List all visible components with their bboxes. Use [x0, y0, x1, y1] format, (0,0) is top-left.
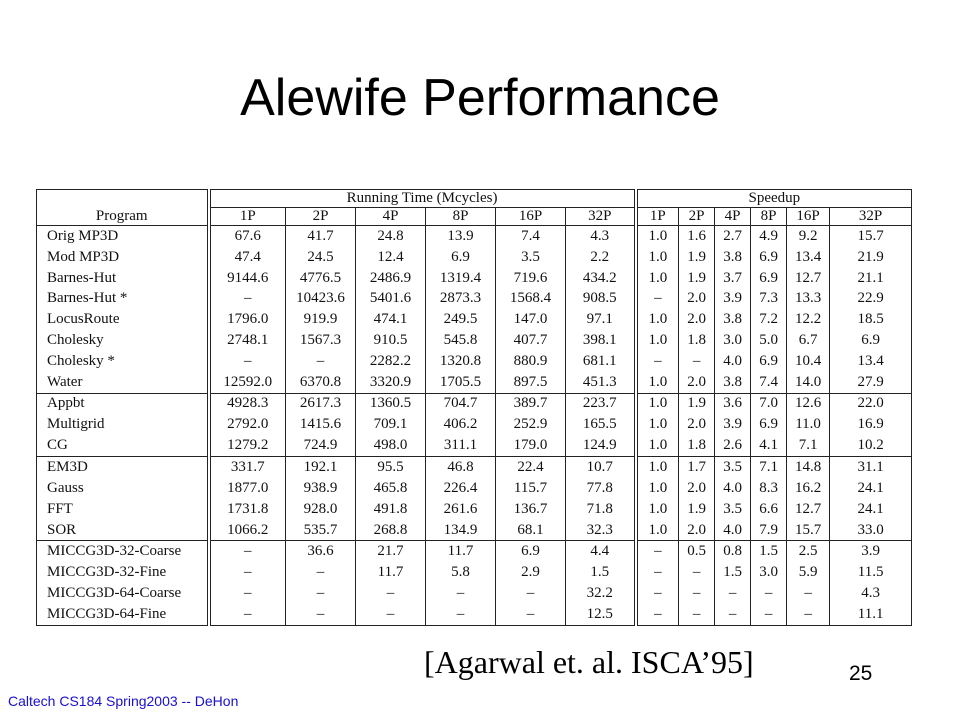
- running-time-cell: –: [209, 541, 286, 562]
- running-time-cell: 1731.8: [209, 499, 286, 520]
- running-time-cell: 165.5: [566, 414, 636, 435]
- speedup-cell: 16.9: [830, 414, 912, 435]
- speedup-cell: 10.4: [787, 351, 830, 372]
- running-time-cell: 919.9: [286, 309, 356, 330]
- running-time-cell: 498.0: [356, 435, 426, 456]
- program-name-cell: Cholesky: [37, 330, 209, 351]
- speedup-cell: 22.0: [830, 393, 912, 414]
- speedup-cell: 11.0: [787, 414, 830, 435]
- running-time-cell: 124.9: [566, 435, 636, 456]
- running-time-cell: 1796.0: [209, 309, 286, 330]
- speedup-cell: 1.0: [636, 457, 679, 478]
- running-time-cell: 434.2: [566, 268, 636, 289]
- running-time-cell: 24.8: [356, 226, 426, 247]
- running-time-cell: 2.9: [496, 562, 566, 583]
- running-time-cell: 10.7: [566, 457, 636, 478]
- performance-table: [36, 189, 912, 626]
- speedup-cell: 12.6: [787, 393, 830, 414]
- speedup-cell: 8.3: [751, 478, 787, 499]
- speedup-cell: 11.5: [830, 562, 912, 583]
- running-time-cell: 2748.1: [209, 330, 286, 351]
- running-time-cell: 268.8: [356, 520, 426, 541]
- speedup-col-4p: 4P: [715, 208, 751, 226]
- speedup-cell: 1.6: [679, 226, 715, 247]
- speedup-cell: 13.4: [787, 247, 830, 268]
- speedup-cell: 2.0: [679, 520, 715, 541]
- speedup-cell: 6.9: [751, 268, 787, 289]
- table-row: [37, 309, 912, 330]
- program-name-cell: FFT: [37, 499, 209, 520]
- speedup-cell: 12.2: [787, 309, 830, 330]
- speedup-cell: 3.9: [830, 541, 912, 562]
- speedup-cell: 1.0: [636, 372, 679, 393]
- speedup-cell: 27.9: [830, 372, 912, 393]
- running-time-cell: 6.9: [496, 541, 566, 562]
- speedup-cell: 3.8: [715, 372, 751, 393]
- speedup-cell: 1.9: [679, 268, 715, 289]
- running-time-cell: 1066.2: [209, 520, 286, 541]
- running-time-cell: 897.5: [496, 372, 566, 393]
- header-blank: [37, 190, 209, 208]
- speedup-col-32p: 32P: [830, 208, 912, 226]
- speedup-cell: 14.8: [787, 457, 830, 478]
- table-row: [37, 520, 912, 541]
- table-row: [37, 372, 912, 393]
- speedup-cell: 7.1: [787, 435, 830, 456]
- running-time-cell: –: [426, 583, 496, 604]
- running-time-cell: 1877.0: [209, 478, 286, 499]
- running-time-cell: 12.4: [356, 247, 426, 268]
- table-row: [37, 351, 912, 372]
- running-time-cell: 2792.0: [209, 414, 286, 435]
- running-time-cell: 249.5: [426, 309, 496, 330]
- running-time-cell: 12.5: [566, 604, 636, 626]
- speedup-cell: –: [679, 604, 715, 626]
- running-time-cell: 6.9: [426, 247, 496, 268]
- speedup-cell: 15.7: [787, 520, 830, 541]
- speedup-cell: 3.8: [715, 309, 751, 330]
- speedup-cell: 2.0: [679, 414, 715, 435]
- running-time-cell: 535.7: [286, 520, 356, 541]
- speedup-cell: 1.5: [751, 541, 787, 562]
- speedup-cell: 22.9: [830, 288, 912, 309]
- speedup-cell: 1.0: [636, 268, 679, 289]
- running-time-cell: 1.5: [566, 562, 636, 583]
- running-time-cell: 398.1: [566, 330, 636, 351]
- performance-table-container: [36, 189, 911, 626]
- running-time-cell: 47.4: [209, 247, 286, 268]
- speedup-cell: 3.9: [715, 414, 751, 435]
- running-time-cell: 1568.4: [496, 288, 566, 309]
- running-time-cell: 491.8: [356, 499, 426, 520]
- running-time-cell: –: [209, 583, 286, 604]
- speedup-cell: 2.7: [715, 226, 751, 247]
- table-row: [37, 583, 912, 604]
- running-time-cell: 41.7: [286, 226, 356, 247]
- table-row: [37, 604, 912, 626]
- table-row: [37, 393, 912, 414]
- speedup-cell: 1.0: [636, 499, 679, 520]
- program-name-cell: Mod MP3D: [37, 247, 209, 268]
- running-time-cell: 7.4: [496, 226, 566, 247]
- running-time-cell: 12592.0: [209, 372, 286, 393]
- time-col-1p: 1P: [209, 208, 286, 226]
- running-time-cell: 97.1: [566, 309, 636, 330]
- running-time-cell: 406.2: [426, 414, 496, 435]
- speedup-cell: 1.9: [679, 393, 715, 414]
- table-row: [37, 226, 912, 247]
- running-time-cell: 22.4: [496, 457, 566, 478]
- running-time-cell: 465.8: [356, 478, 426, 499]
- program-name-cell: LocusRoute: [37, 309, 209, 330]
- speedup-cell: 21.1: [830, 268, 912, 289]
- speedup-cell: 16.2: [787, 478, 830, 499]
- running-time-cell: 77.8: [566, 478, 636, 499]
- running-time-cell: 1567.3: [286, 330, 356, 351]
- running-time-cell: 1705.5: [426, 372, 496, 393]
- speedup-cell: 12.7: [787, 499, 830, 520]
- speedup-cell: 7.3: [751, 288, 787, 309]
- speedup-cell: 9.2: [787, 226, 830, 247]
- footer-credit: Caltech CS184 Spring2003 -- DeHon: [8, 693, 239, 709]
- speedup-cell: –: [636, 562, 679, 583]
- program-name-cell: MICCG3D-64-Fine: [37, 604, 209, 626]
- running-time-cell: 11.7: [426, 541, 496, 562]
- running-time-cell: 6370.8: [286, 372, 356, 393]
- running-time-cell: 331.7: [209, 457, 286, 478]
- table-row: [37, 435, 912, 456]
- speedup-cell: 1.0: [636, 226, 679, 247]
- running-time-cell: 709.1: [356, 414, 426, 435]
- speedup-col-1p: 1P: [636, 208, 679, 226]
- table-row: [37, 330, 912, 351]
- running-time-cell: 4776.5: [286, 268, 356, 289]
- running-time-cell: –: [209, 288, 286, 309]
- table-row: [37, 478, 912, 499]
- table-row: [37, 499, 912, 520]
- speedup-cell: 6.9: [751, 351, 787, 372]
- speedup-cell: 1.8: [679, 330, 715, 351]
- table-row: [37, 457, 912, 478]
- speedup-cell: 6.7: [787, 330, 830, 351]
- speedup-cell: 3.8: [715, 247, 751, 268]
- speedup-cell: 7.1: [751, 457, 787, 478]
- running-time-cell: 407.7: [496, 330, 566, 351]
- speedup-cell: 0.8: [715, 541, 751, 562]
- running-time-cell: 451.3: [566, 372, 636, 393]
- speedup-cell: 6.9: [751, 414, 787, 435]
- speedup-cell: 13.4: [830, 351, 912, 372]
- running-time-cell: 9144.6: [209, 268, 286, 289]
- speedup-cell: 1.0: [636, 414, 679, 435]
- running-time-cell: 4.3: [566, 226, 636, 247]
- speedup-cell: 18.5: [830, 309, 912, 330]
- running-time-cell: –: [286, 604, 356, 626]
- table-body: [37, 226, 912, 626]
- speedup-cell: 4.0: [715, 478, 751, 499]
- slide-title: Alewife Performance: [240, 69, 720, 127]
- running-time-cell: –: [209, 562, 286, 583]
- running-time-cell: 32.3: [566, 520, 636, 541]
- running-time-cell: 1279.2: [209, 435, 286, 456]
- speedup-cell: 1.9: [679, 247, 715, 268]
- running-time-cell: –: [356, 604, 426, 626]
- running-time-cell: 910.5: [356, 330, 426, 351]
- speedup-cell: 6.9: [830, 330, 912, 351]
- running-time-cell: 545.8: [426, 330, 496, 351]
- running-time-cell: –: [356, 583, 426, 604]
- program-name-cell: Orig MP3D: [37, 226, 209, 247]
- speedup-cell: 1.0: [636, 520, 679, 541]
- speedup-cell: 10.2: [830, 435, 912, 456]
- running-time-cell: 908.5: [566, 288, 636, 309]
- table-row: [37, 288, 912, 309]
- speedup-cell: 4.0: [715, 520, 751, 541]
- program-name-cell: MICCG3D-32-Coarse: [37, 541, 209, 562]
- program-name-cell: EM3D: [37, 457, 209, 478]
- speedup-cell: –: [787, 583, 830, 604]
- running-time-cell: –: [209, 604, 286, 626]
- speedup-cell: 4.0: [715, 351, 751, 372]
- program-name-cell: Cholesky *: [37, 351, 209, 372]
- speedup-cell: 15.7: [830, 226, 912, 247]
- running-time-cell: 10423.6: [286, 288, 356, 309]
- speedup-cell: –: [636, 351, 679, 372]
- speedup-cell: 12.7: [787, 268, 830, 289]
- speedup-cell: 7.4: [751, 372, 787, 393]
- speedup-cell: 3.7: [715, 268, 751, 289]
- time-col-16p: 16P: [496, 208, 566, 226]
- speedup-cell: 4.9: [751, 226, 787, 247]
- speedup-cell: 7.9: [751, 520, 787, 541]
- speedup-cell: 3.0: [715, 330, 751, 351]
- running-time-cell: –: [286, 583, 356, 604]
- speedup-cell: 1.0: [636, 247, 679, 268]
- running-time-cell: 928.0: [286, 499, 356, 520]
- running-time-cell: 474.1: [356, 309, 426, 330]
- speedup-cell: 2.0: [679, 288, 715, 309]
- running-time-cell: –: [496, 583, 566, 604]
- speedup-cell: 4.3: [830, 583, 912, 604]
- speedup-cell: –: [636, 583, 679, 604]
- running-time-cell: 223.7: [566, 393, 636, 414]
- running-time-cell: 21.7: [356, 541, 426, 562]
- speedup-cell: 5.9: [787, 562, 830, 583]
- time-col-4p: 4P: [356, 208, 426, 226]
- page-number: 25: [849, 662, 873, 685]
- speedup-cell: 31.1: [830, 457, 912, 478]
- running-time-cell: 32.2: [566, 583, 636, 604]
- running-time-cell: 147.0: [496, 309, 566, 330]
- program-name-cell: MICCG3D-64-Coarse: [37, 583, 209, 604]
- speedup-cell: 13.3: [787, 288, 830, 309]
- speedup-cell: 3.0: [751, 562, 787, 583]
- program-name-cell: Multigrid: [37, 414, 209, 435]
- speedup-cell: –: [679, 562, 715, 583]
- time-col-8p: 8P: [426, 208, 496, 226]
- speedup-cell: 7.0: [751, 393, 787, 414]
- speedup-cell: 3.5: [715, 499, 751, 520]
- speedup-cell: 24.1: [830, 499, 912, 520]
- running-time-cell: 24.5: [286, 247, 356, 268]
- speedup-cell: 7.2: [751, 309, 787, 330]
- table-row: [37, 268, 912, 289]
- program-name-cell: Barnes-Hut: [37, 268, 209, 289]
- running-time-cell: 389.7: [496, 393, 566, 414]
- speedup-cell: 2.0: [679, 309, 715, 330]
- speedup-cell: –: [679, 583, 715, 604]
- speedup-col-8p: 8P: [751, 208, 787, 226]
- running-time-cell: 4928.3: [209, 393, 286, 414]
- running-time-cell: 1319.4: [426, 268, 496, 289]
- running-time-cell: –: [209, 351, 286, 372]
- running-time-cell: 719.6: [496, 268, 566, 289]
- speedup-cell: 1.9: [679, 499, 715, 520]
- running-time-cell: 311.1: [426, 435, 496, 456]
- table-row: [37, 247, 912, 268]
- running-time-cell: –: [426, 604, 496, 626]
- citation: [Agarwal et. al. ISCA’95]: [424, 644, 754, 680]
- running-time-cell: 5401.6: [356, 288, 426, 309]
- speedup-cell: 1.8: [679, 435, 715, 456]
- speedup-cell: –: [636, 541, 679, 562]
- program-column-header: Program: [37, 208, 209, 226]
- running-time-cell: –: [496, 604, 566, 626]
- running-time-cell: 226.4: [426, 478, 496, 499]
- speedup-cell: 24.1: [830, 478, 912, 499]
- running-time-cell: 880.9: [496, 351, 566, 372]
- running-time-header: Running Time (Mcycles): [209, 190, 636, 208]
- running-time-cell: 134.9: [426, 520, 496, 541]
- running-time-cell: 192.1: [286, 457, 356, 478]
- speedup-cell: 3.5: [715, 457, 751, 478]
- speedup-cell: 2.6: [715, 435, 751, 456]
- running-time-cell: 179.0: [496, 435, 566, 456]
- speedup-cell: –: [715, 604, 751, 626]
- speedup-cell: 2.5: [787, 541, 830, 562]
- program-name-cell: Gauss: [37, 478, 209, 499]
- speedup-cell: 2.0: [679, 372, 715, 393]
- running-time-cell: 261.6: [426, 499, 496, 520]
- speedup-cell: –: [715, 583, 751, 604]
- running-time-cell: 11.7: [356, 562, 426, 583]
- running-time-cell: 3320.9: [356, 372, 426, 393]
- program-name-cell: Water: [37, 372, 209, 393]
- speedup-cell: 3.9: [715, 288, 751, 309]
- running-time-cell: 1320.8: [426, 351, 496, 372]
- running-time-cell: 5.8: [426, 562, 496, 583]
- running-time-cell: –: [286, 562, 356, 583]
- running-time-cell: 68.1: [496, 520, 566, 541]
- running-time-cell: –: [286, 351, 356, 372]
- running-time-cell: 938.9: [286, 478, 356, 499]
- speedup-cell: 21.9: [830, 247, 912, 268]
- speedup-cell: –: [636, 288, 679, 309]
- speedup-cell: 33.0: [830, 520, 912, 541]
- running-time-cell: 1360.5: [356, 393, 426, 414]
- speedup-cell: 0.5: [679, 541, 715, 562]
- running-time-cell: 704.7: [426, 393, 496, 414]
- speedup-cell: 3.6: [715, 393, 751, 414]
- running-time-cell: 252.9: [496, 414, 566, 435]
- program-name-cell: CG: [37, 435, 209, 456]
- speedup-cell: 1.7: [679, 457, 715, 478]
- running-time-cell: 13.9: [426, 226, 496, 247]
- running-time-cell: 2.2: [566, 247, 636, 268]
- speedup-cell: –: [679, 351, 715, 372]
- running-time-cell: 115.7: [496, 478, 566, 499]
- speedup-cell: 5.0: [751, 330, 787, 351]
- speedup-header: Speedup: [636, 190, 912, 208]
- speedup-cell: –: [751, 583, 787, 604]
- table-row: [37, 562, 912, 583]
- running-time-cell: 67.6: [209, 226, 286, 247]
- speedup-cell: 1.0: [636, 478, 679, 499]
- speedup-cell: –: [751, 604, 787, 626]
- time-col-2p: 2P: [286, 208, 356, 226]
- running-time-cell: 71.8: [566, 499, 636, 520]
- running-time-cell: 2282.2: [356, 351, 426, 372]
- running-time-cell: 2486.9: [356, 268, 426, 289]
- speedup-cell: 1.0: [636, 330, 679, 351]
- speedup-cell: –: [636, 604, 679, 626]
- speedup-cell: 1.0: [636, 309, 679, 330]
- running-time-cell: 1415.6: [286, 414, 356, 435]
- running-time-cell: 95.5: [356, 457, 426, 478]
- speedup-cell: 4.1: [751, 435, 787, 456]
- speedup-cell: 1.0: [636, 393, 679, 414]
- running-time-cell: 36.6: [286, 541, 356, 562]
- program-name-cell: SOR: [37, 520, 209, 541]
- running-time-cell: 4.4: [566, 541, 636, 562]
- speedup-cell: 14.0: [787, 372, 830, 393]
- speedup-cell: 1.5: [715, 562, 751, 583]
- program-name-cell: MICCG3D-32-Fine: [37, 562, 209, 583]
- program-name-cell: Appbt: [37, 393, 209, 414]
- speedup-cell: 11.1: [830, 604, 912, 626]
- running-time-cell: 3.5: [496, 247, 566, 268]
- time-col-32p: 32P: [566, 208, 636, 226]
- speedup-cell: 2.0: [679, 478, 715, 499]
- running-time-cell: 46.8: [426, 457, 496, 478]
- speedup-cell: 6.6: [751, 499, 787, 520]
- running-time-cell: 2873.3: [426, 288, 496, 309]
- running-time-cell: 2617.3: [286, 393, 356, 414]
- table-row: [37, 414, 912, 435]
- speedup-col-2p: 2P: [679, 208, 715, 226]
- speedup-cell: 1.0: [636, 435, 679, 456]
- running-time-cell: 136.7: [496, 499, 566, 520]
- program-name-cell: Barnes-Hut *: [37, 288, 209, 309]
- speedup-cell: 6.9: [751, 247, 787, 268]
- table-row: [37, 541, 912, 562]
- speedup-cell: –: [787, 604, 830, 626]
- running-time-cell: 681.1: [566, 351, 636, 372]
- speedup-col-16p: 16P: [787, 208, 830, 226]
- running-time-cell: 724.9: [286, 435, 356, 456]
